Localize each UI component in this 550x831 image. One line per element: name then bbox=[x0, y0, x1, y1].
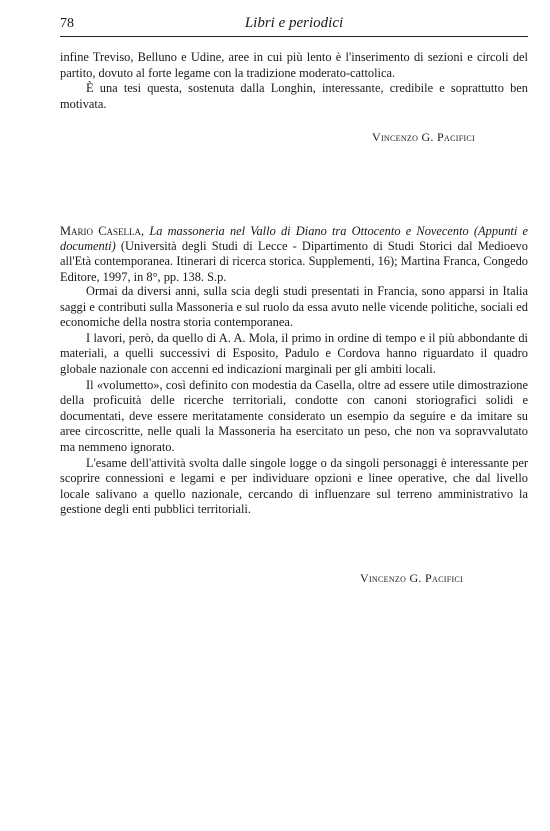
review-2-paragraph: Il «volumetto», così definito con modestia da Casella, oltre ad essere utile dimostrazione della proficuità delle ricerche territoriali, condotte con canoni storiografici solidi e documentati, deve essere meritatamente considerato un esempio da seguire e da imitare su aree circoscritte, nelle quali la Massoneria ha esercitato un peso, che non va sopravvalutato ma nemmeno ignorato. bbox=[60, 377, 528, 454]
bibliographic-entry bbox=[60, 224, 528, 285]
book-title: La massoneria nel Vallo di Diano tra Ottocento e Novecento (Appunti e documenti) bbox=[60, 224, 528, 254]
review-1-paragraph: infine Treviso, Belluno e Udine, aree in cui più lento è l'inserimento di sezioni e circoli del partito, dovuto al forte legame con la tradizione moderato-cattolica. bbox=[60, 50, 528, 80]
book-details: (Università degli Studi di Lecce - Dipartimento di Studi Storici dal Medioevo all'Età contemporanea. Itinerari di ricerca storica. Supplementi, 16); Martina Franca, Congedo Editore, 1997, in 8°, pp. 138. S.p. bbox=[60, 239, 528, 284]
review-1-paragraph: È una tesi questa, sostenuta dalla Longhin, interessante, credibile e soprattutto ben motivata. bbox=[60, 81, 528, 111]
running-title: Libri e periodici bbox=[244, 15, 344, 31]
page-number: 78 bbox=[60, 16, 74, 31]
review-2-paragraph: Ormai da diversi anni, sulla scia degli studi presentati in Francia, sono apparsi in Italia saggi e contributi sulla Massoneria e sul ruolo da essa avuto nelle vicende politiche, sociali ed economiche della nostra storia contemporanea. bbox=[60, 284, 528, 330]
review-2-body bbox=[60, 284, 528, 518]
review-1-body bbox=[60, 50, 528, 112]
review-2-paragraph: L'esame dell'attività svolta dalle singole logge o da singoli personaggi è interessante per scoprire connessioni e legami e per individuare opzioni e linee operative, che dal livello locale salivano a quello nazionale, cercando di influenzare sul terreno amministrativo la gestione degli enti pubblici territoriali. bbox=[60, 455, 528, 517]
book-author: Mario Casella, bbox=[60, 224, 145, 238]
review-2-signature: Vincenzo G. Pacifici bbox=[360, 571, 464, 585]
page-header bbox=[60, 14, 528, 37]
review-2-paragraph: I lavori, però, da quello di A. A. Mola, il primo in ordine di tempo e il più abbondante di materiali, a quelli successivi di Esposito, Padulo e Cordova hanno riguardato il quadro globale nazionale con accenni ed indicazioni marginali per gli ambiti locali. bbox=[60, 330, 528, 376]
review-1-signature: Vincenzo G. Pacifici bbox=[372, 130, 476, 144]
